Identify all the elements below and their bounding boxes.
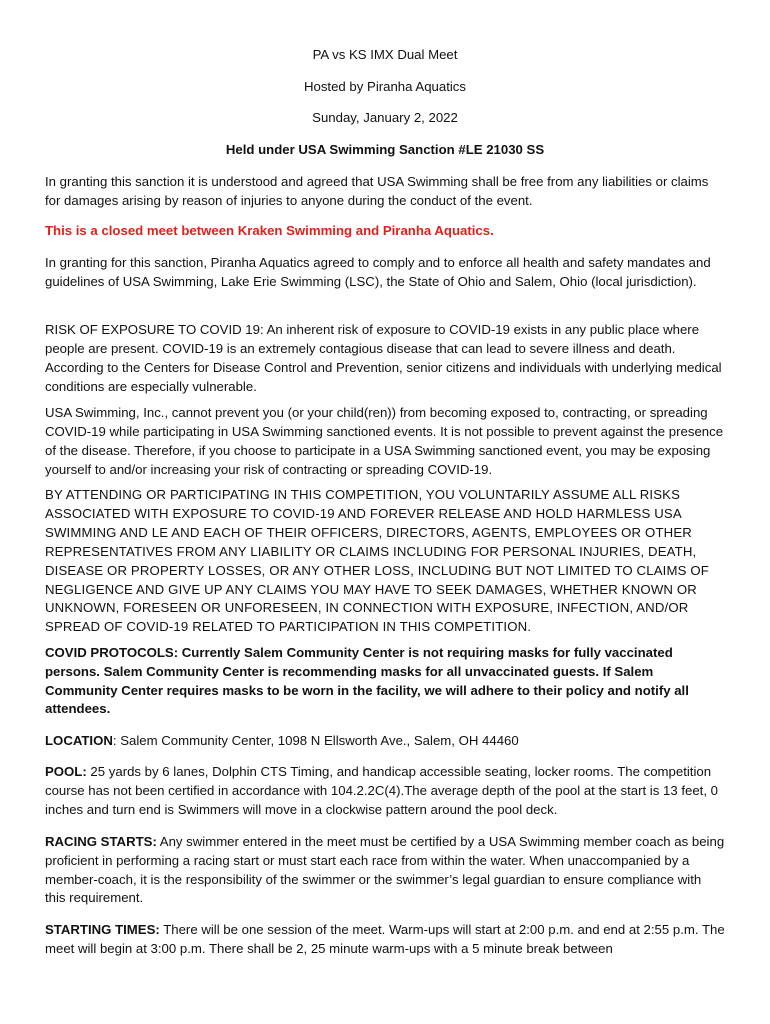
health-mandates-paragraph: In granting for this sanction, Piranha Aquatics agreed to comply and to enforce all health and safety mandates and guidelines of USA Swimming, Lake Erie Swimming (LSC), the State of Ohio and Salem, Ohio (local jurisdiction). [45,255,711,289]
pool-section [45,763,725,819]
liability-paragraph: In granting this sanction it is understood and agreed that USA Swimming shall be free from any liabilities or claims for damages arising by reason of injuries to anyone during the conduct of the event. [45,174,709,208]
racing-starts-label: RACING STARTS: [45,834,157,849]
starting-times-section [45,921,725,959]
covid-risk-paragraph: RISK OF EXPOSURE TO COVID 19: An inherent risk of exposure to COVID-19 exists in any public place where people are present. COVID-19 is an extremely contagious disease that can lead to severe illness and death. According to the Centers for Disease Control and Prevention, senior citizens and individuals with underlying medical conditions are especially vulnerable. [45,322,722,394]
racing-starts-text: Any swimmer entered in the meet must be certified by a USA Swimming member coach as being proficient in performing a racing start or must start each race from within the water. When unaccompanied by a member-coach, it is the responsibility of the swimmer or the swimmer’s legal guardian to ensure compliance with this requirement. [45,834,725,906]
location-text: : Salem Community Center, 1098 N Ellsworth Ave., Salem, OH 44460 [112,733,519,748]
waiver-paragraph: BY ATTENDING OR PARTICIPATING IN THIS COMPETITION, YOU VOLUNTARILY ASSUME ALL RISKS ASSOCIATED WITH EXPOSURE TO COVID-19 AND FOREVER RELEASE AND HOLD HARMLESS USA SWIMMING AND LE AND EACH OF THEIR OFFICERS, DIRECTORS, AGENTS, EMPLOYEES OR OTHER REPRESENTATIVES FROM ANY LIABILITY OR CLAIMS INCLUDING FOR PERSONAL INJURIES, DEATH, DISEASE OR PROPERTY LOSSES, OR ANY OTHER LOSS, INCLUDING BUT NOT LIMITED TO CLAIMS OF NEGLIGENCE AND GIVE UP ANY CLAIMS YOU MAY HAVE TO SEEK DAMAGES, WHETHER KNOWN OR UNKNOWN, FORESEEN OR UNFORESEEN, IN CONNECTION WITH EXPOSURE, INFECTION, AND/OR SPREAD OF COVID-19 RELATED TO PARTICIPATION IN THIS COMPETITION. [45,487,709,635]
usa-swimming-paragraph: USA Swimming, Inc., cannot prevent you (or your child(ren)) from becoming exposed to, contracting, or spreading COVID-19 while participating in USA Swimming sanctioned events. It is not possible to prevent against the presence of the disease. Therefore, if you choose to participate in a USA Swimming sanctioned event, you may be exposing yourself to and/or increasing your risk of contracting or spreading COVID-19. [45,405,724,477]
meet-host: Hosted by Piranha Aquatics [303,79,466,94]
sanction-line: Held under USA Swimming Sanction #LE 21030 SS [225,142,545,157]
meet-date: Sunday, January 2, 2022 [312,110,458,125]
racing-starts-section [45,833,725,908]
pool-label: POOL: [45,764,87,779]
starting-times-text: There will be one session of the meet. Warm-ups will start at 2:00 p.m. and end at 2:55 p.m. The meet will begin at 3:00 p.m. There shall be 2, 25 minute warm-ups with a 5 minute break between [45,922,725,956]
location-section [45,732,725,751]
covid-protocols-paragraph: COVID PROTOCOLS: Currently Salem Community Center is not requiring masks for fully vaccinated persons. Salem Community Center is recommending masks for all unvaccinated guests. If Salem Community Center requires masks to be worn in the facility, we will adhere to their policy and notify all attendees. [45,645,689,717]
location-label: LOCATION [45,733,113,748]
pool-text: 25 yards by 6 lanes, Dolphin CTS Timing, and handicap accessible seating, locker rooms. The competition course has not been certified in accordance with 104.2.2C(4).The average depth of the pool at the start is 13 feet, 0 inches and turn end is Swimmers will move in a clockwise pattern around the pool deck. [45,764,718,817]
closed-meet-notice: This is a closed meet between Kraken Swimming and Piranha Aquatics. [45,223,494,238]
meet-title: PA vs KS IMX Dual Meet [312,47,458,62]
starting-times-label: STARTING TIMES: [45,922,160,937]
